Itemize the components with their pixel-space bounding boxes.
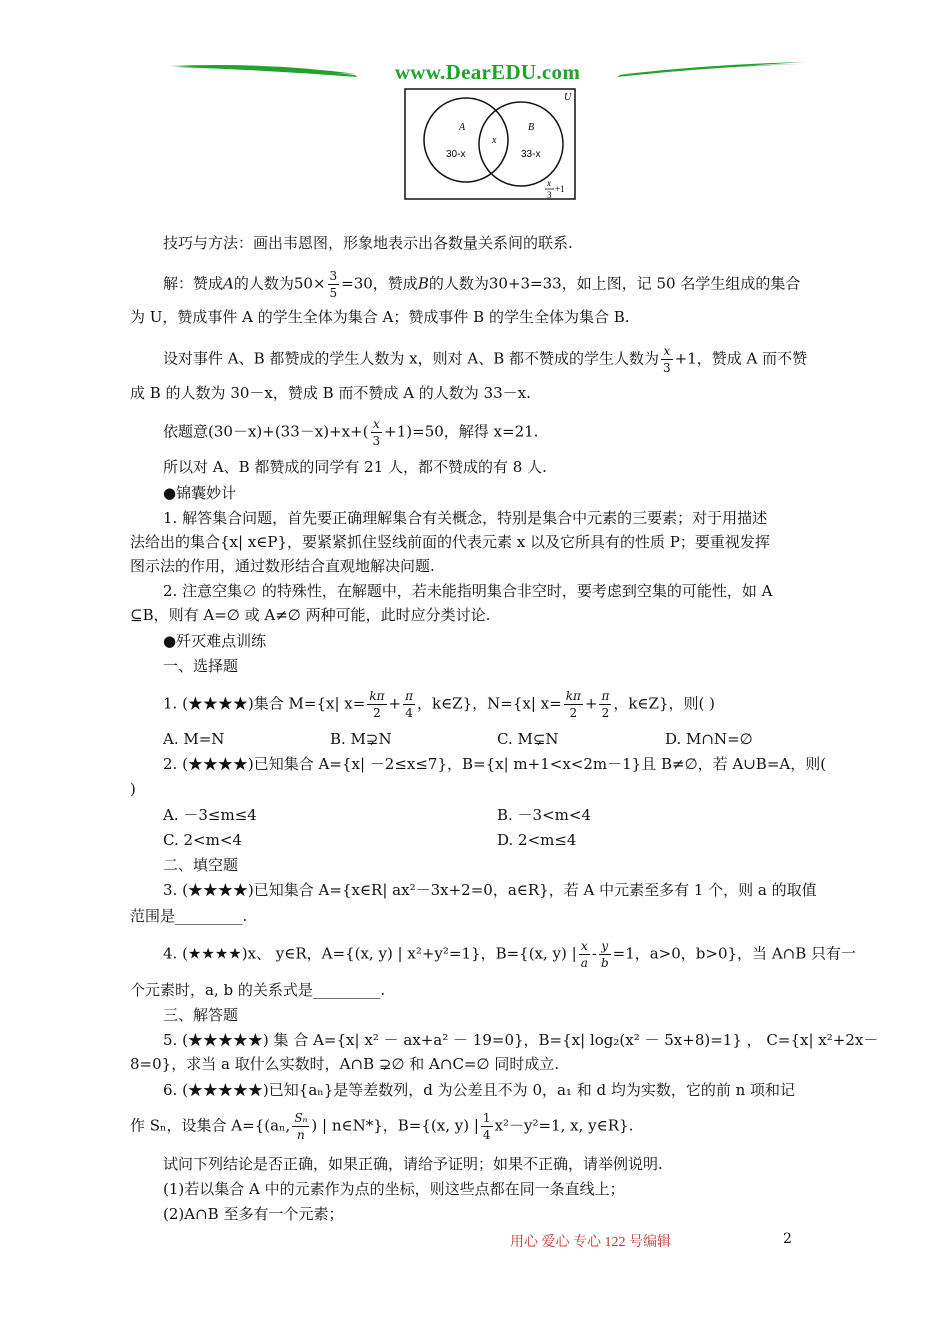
site-header [165, 56, 810, 90]
q1-option-d: D. M∩N=∅ [665, 730, 753, 748]
section-answer: 三、解答题 [163, 1006, 239, 1024]
tips-heading: ●锦囊妙计 [163, 484, 237, 502]
question-6-sub-2: (2)A∩B 至多有一个元素； [163, 1205, 344, 1223]
q1-option-c: C. M⊊N [497, 730, 559, 748]
tip-1-line-3: 图示法的作用，通过数形结合直观地解决问题. [130, 557, 435, 575]
section-fill: 二、填空题 [163, 856, 239, 874]
footer-text: 用心 爱心 专心 122 号编辑 [510, 1235, 671, 1250]
q2-option-a: A. －3≤m≤4 [163, 806, 257, 824]
neither-den: 3 [547, 190, 552, 200]
only-b-value: 33-x [521, 149, 541, 160]
q1-option-a: A. M=N [163, 730, 225, 748]
solution-line-2: 为 U，赞成事件 A 的学生全体为集合 A；赞成事件 B 的学生全体为集合 B. [130, 308, 630, 326]
q1-option-b: B. M⊋N [330, 730, 392, 748]
neither-num: x [547, 178, 551, 188]
tip-1-line-1: 1. 解答集合问题，首先要正确理解集合有关概念，特别是集合中元素的三要素；对于用描述 [163, 509, 768, 527]
question-3-line-1: 3. (★★★★)已知集合 A={x∈R| ax²－3x+2=0，a∈R}，若 A 中元素至多有 1 个，则 a 的取值 [163, 881, 817, 899]
section-choice: 一、选择题 [163, 657, 239, 675]
tip-2-line-1: 2. 注意空集∅ 的特殊性，在解题中，若未能指明集合非空时，要考虑到空集的可能性，如 A [163, 582, 773, 600]
question-6-sub-1: (1)若以集合 A 中的元素作为点的坐标，则这些点都在同一条直线上； [163, 1180, 625, 1198]
venn-diagram [404, 88, 576, 200]
question-1: 1. (★★★★)集合 M={x| x= $\frac{k\pi}{2}$ + $\frac{\pi}{4}$ ，k∈Z}，N={x| x= $\frac{k\pi}{2}$ + $\frac{\pi}{2}$ ，k∈Z}，则( ) [163, 689, 715, 720]
solution-line-5: 依题意(30－x)+(33－x)+x+( $\frac{x}{3}$ +1)=50，解得 x=21. [163, 417, 539, 448]
question-2-line-1: 2. (★★★★)已知集合 A={x| －2≤x≤7}，B={x| m+1<x<2m－1}且 B≠∅，若 A∪B=A，则( [163, 755, 827, 773]
question-6-line-1: 6. (★★★★★)已知{aₙ}是等差数列，d 为公差且不为 0，a₁ 和 d 均为实数，它的前 n 项和记 [163, 1081, 796, 1099]
universe-label: U [564, 92, 572, 103]
solution-line-4: 成 B 的人数为 30－x，赞成 B 而不赞成 A 的人数为 33－x. [130, 384, 531, 402]
question-4-line-2: 个元素时，a, b 的关系式是_________. [130, 981, 386, 999]
question-5-line-2: 8=0}，求当 a 取什么实数时，A∩B ⊋∅ 和 A∩C=∅ 同时成立. [130, 1055, 560, 1073]
q2-option-c: C. 2<m<4 [163, 831, 242, 849]
tip-1-line-2: 法给出的集合{x| x∈P}，要紧紧抓住竖线前面的代表元素 x 以及它所具有的性质 P；要重视发挥 [130, 533, 770, 551]
q2-option-d: D. 2<m≤4 [497, 831, 577, 849]
set-b-label: B [528, 122, 535, 133]
page-number: 2 [783, 1231, 792, 1247]
solution-line-3: 设对事件 A、B 都赞成的学生人数为 x，则对 A、B 都不赞成的学生人数为 $\frac{x}{3}$ +1，赞成 A 而不赞 [163, 344, 808, 375]
question-4: 4. (★★★★)x、 y∈R，A={(x, y) | x²+y²=1}，B={(x, y) | $\frac{x}{a}$ - $\frac{y}{b}$ =1，a>0，b>0}，当 A∩B 只有一 [163, 939, 857, 970]
set-a-label: A [459, 122, 466, 133]
training-heading: ●歼灭难点训练 [163, 632, 267, 650]
tip-line: 技巧与方法：画出韦恩图，形象地表示出各数量关系间的联系. [163, 234, 573, 252]
tip-2-line-2: ⊆B，则有 A=∅ 或 A≠∅ 两种可能，此时应分类讨论. [130, 606, 491, 624]
neither-rest: +1 [555, 184, 565, 194]
solution-line-1: 解：赞成A的人数为50× $\frac{3}{5}$ =30，赞成B的人数为30+3=33，如上图，记 50 名学生组成的集合 [163, 269, 801, 300]
only-a-value: 30-x [446, 149, 466, 160]
q2-option-b: B. －3<m<4 [497, 806, 592, 824]
both-value: x [492, 135, 497, 146]
question-3-line-2: 范围是_________. [130, 907, 248, 925]
solution-line-6: 所以对 A、B 都赞成的同学有 21 人，都不赞成的有 8 人. [163, 458, 547, 476]
question-5-line-1: 5. (★★★★★) 集 合 A={x| x² － ax+a² － 19=0}，B={x| log₂(x² － 5x+8)=1} ， C={x| x²+2x－ [163, 1031, 879, 1049]
site-logo-text: www.DearEDU.com [394, 60, 581, 84]
question-6-line-2: 作 Sₙ，设集合 A={(aₙ, $\frac{\text{Sₙ}}{n}$ ) | n∈N*}，B={(x, y) | $\frac{1}{4}$ x²－y²=1, x, y∈R}. [130, 1111, 634, 1142]
fraction: $\frac{3}{5}$ [329, 269, 338, 300]
question-6-line-3: 试问下列结论是否正确，如果正确，请给予证明；如果不正确，请举例说明. [163, 1155, 663, 1173]
question-2-line-2: ) [130, 780, 136, 798]
